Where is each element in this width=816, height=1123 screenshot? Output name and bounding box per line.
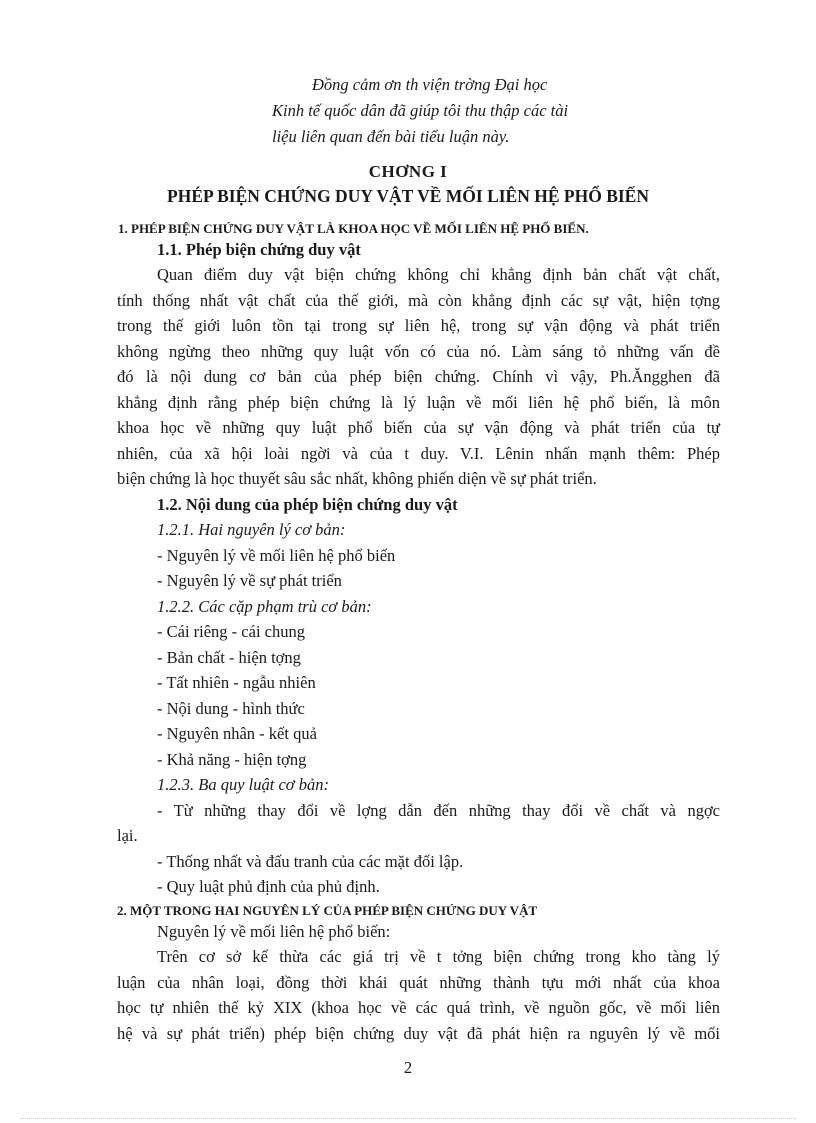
- paragraph-line: khẳng định rằng phép biện chứng là lý luận về mối liên hệ phổ biến, là môn: [117, 393, 720, 412]
- chapter-title: PHÉP BIỆN CHỨNG DUY VẬT VỀ MỐI LIÊN HỆ PHỔ BIẾN: [167, 186, 649, 206]
- list-item: - Quy luật phủ định của phủ định.: [157, 877, 380, 896]
- chapter-label: CHƠNG I: [368, 162, 448, 181]
- list-item: - Thống nhất và đấu tranh của các mặt đối lập.: [157, 852, 464, 871]
- paragraph-line: học tự nhiên thế kỷ XIX (khoa học về các quá trình, về nguồn gốc, về mối liên: [117, 998, 720, 1017]
- list-item: - Nguyên nhân - kết quả: [157, 724, 317, 743]
- list-item: - Bản chất - hiện tợng: [157, 648, 301, 667]
- paragraph-line: đó là nội dung cơ bản của phép biện chứng. Chính vì vậy, Ph.Ăngghen đã: [117, 367, 720, 386]
- paragraph-line: Quan điểm duy vật biện chứng không chỉ khẳng định bản chất vật chất,: [157, 265, 720, 284]
- page-bottom-rule: [20, 1118, 796, 1119]
- point-1-2-1-heading: 1.2.1. Hai nguyên lý cơ bản:: [157, 520, 346, 539]
- section-1-heading: 1. PHÉP BIỆN CHỨNG DUY VẬT LÀ KHOA HỌC VỀ MỐI LIÊN HỆ PHỔ BIẾN.: [118, 221, 589, 236]
- subsection-1-1-heading: 1.1. Phép biện chứng duy vật: [157, 240, 361, 259]
- list-item: - Cái riêng - cái chung: [157, 622, 305, 641]
- list-item: - Tất nhiên - ngẫu nhiên: [157, 673, 316, 692]
- section-2-heading: 2. MỘT TRONG HAI NGUYÊN LÝ CỦA PHÉP BIỆN CHỨNG DUY VẬT: [117, 903, 538, 918]
- ack-line: liệu liên quan đến bài tiểu luận này.: [272, 127, 510, 146]
- paragraph-line: không ngừng theo những quy luật vốn có của nó. Làm sáng tỏ những vấn đề: [117, 342, 720, 361]
- page-number: 2: [403, 1058, 413, 1077]
- paragraph-line: luận của nhân loại, đồng thời khái quát những thành tựu mới nhất của khoa: [117, 973, 720, 992]
- paragraph-line: hệ và sự phát triển) phép biện chứng duy vật đã phát hiện ra nguyên lý về mối: [117, 1024, 720, 1043]
- paragraph-line: tính thống nhất vật chất của thế giới, mà còn khẳng định các sự vật, hiện tợng: [117, 291, 720, 310]
- paragraph-line: trong thế giới luôn tồn tại trong sự liên hệ, trong sự vận động và phát triển: [117, 316, 720, 335]
- paragraph-line: biện chứng là học thuyết sâu sắc nhất, không phiến diện về sự phát triển.: [117, 469, 597, 488]
- acknowledgement: [272, 72, 652, 150]
- paragraph-line: nhiên, của xã hội loài ngời và của t duy. V.I. Lênin nhấn mạnh thêm: Phép: [117, 444, 720, 463]
- ack-line: Kinh tế quốc dân đã giúp tôi thu thập các tài: [272, 101, 569, 120]
- paragraph-line: Trên cơ sở kế thừa các giá trị về t tởng biện chứng trong kho tàng lý: [157, 947, 720, 966]
- list-item: - Nguyên lý về sự phát triển: [157, 571, 342, 590]
- list-item: - Khả năng - hiện tợng: [157, 750, 307, 769]
- paragraph-line: Nguyên lý về mối liên hệ phổ biến:: [157, 922, 391, 941]
- list-item: - Từ những thay đổi về lợng dẫn đến những thay đổi về chất và ngợc: [157, 801, 720, 820]
- point-1-2-2-heading: 1.2.2. Các cặp phạm trù cơ bản:: [157, 597, 372, 616]
- point-1-2-3-heading: 1.2.3. Ba quy luật cơ bản:: [157, 775, 329, 794]
- ack-line: Đồng cảm ơn th viện trờng Đại học: [312, 75, 548, 94]
- paragraph-line: khoa học về những quy luật phổ biến của sự vận động và phát triển của tự: [117, 418, 720, 437]
- list-item: - Nội dung - hình thức: [157, 699, 305, 718]
- list-item: - Nguyên lý về mối liên hệ phổ biến: [157, 546, 396, 565]
- subsection-1-2-heading: 1.2. Nội dung của phép biện chứng duy vật: [157, 495, 458, 514]
- list-item: lại.: [117, 826, 138, 845]
